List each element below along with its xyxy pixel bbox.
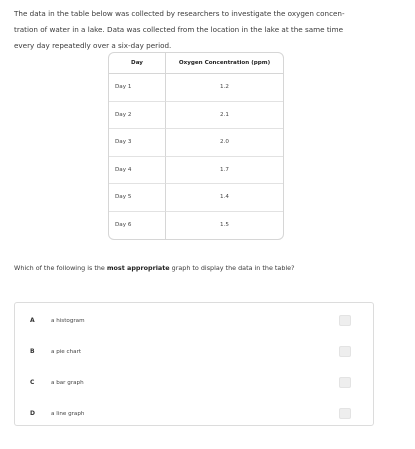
table-row bbox=[109, 184, 283, 212]
choice-b[interactable] bbox=[15, 336, 373, 367]
day-cell: Day 5 bbox=[109, 184, 166, 212]
passage-line: The data in the table below was collected by researchers to investigate the oxygen concen- bbox=[14, 9, 345, 18]
choice-checkbox[interactable] bbox=[339, 315, 351, 326]
choice-letter: D bbox=[30, 410, 35, 417]
oxygen-cell: 1.2 bbox=[166, 74, 283, 102]
choice-text: a bar graph bbox=[51, 379, 84, 386]
table-row bbox=[109, 102, 283, 130]
choice-checkbox[interactable] bbox=[339, 346, 351, 357]
question-prefix: Which of the following is the bbox=[14, 264, 107, 272]
table-row bbox=[109, 74, 283, 102]
column-header-day: Day bbox=[109, 53, 166, 74]
question-suffix: graph to display the data in the table? bbox=[169, 264, 295, 272]
question-emphasis: most appropriate bbox=[106, 264, 170, 272]
question-prompt bbox=[14, 263, 394, 273]
table-row bbox=[109, 157, 283, 185]
choice-text: a line graph bbox=[51, 410, 85, 417]
day-cell: Day 4 bbox=[109, 157, 166, 185]
oxygen-cell: 1.7 bbox=[166, 157, 283, 185]
choice-checkbox[interactable] bbox=[339, 377, 351, 388]
question-passage bbox=[14, 6, 359, 54]
day-cell: Day 1 bbox=[109, 74, 166, 102]
passage-line: tration of water in a lake. Data was collected from the location in the lake at the same time bbox=[14, 25, 344, 34]
day-cell: Day 6 bbox=[109, 212, 166, 240]
table-header-row bbox=[109, 53, 283, 74]
choice-letter: C bbox=[30, 379, 35, 386]
answer-choices bbox=[14, 302, 374, 426]
day-cell: Day 2 bbox=[109, 102, 166, 130]
oxygen-cell: 2.1 bbox=[166, 102, 283, 130]
passage-line: every day repeatedly over a six-day period. bbox=[14, 41, 172, 50]
column-header-oxygen: Oxygen Concentration (ppm) bbox=[166, 53, 283, 74]
choice-text: a histogram bbox=[51, 317, 85, 324]
choice-letter: B bbox=[30, 348, 35, 355]
choice-d[interactable] bbox=[15, 398, 373, 429]
choice-checkbox[interactable] bbox=[339, 408, 351, 419]
data-table bbox=[108, 52, 284, 240]
choice-a[interactable] bbox=[15, 305, 373, 336]
choice-c[interactable] bbox=[15, 367, 373, 398]
choice-text: a pie chart bbox=[51, 348, 82, 355]
oxygen-cell: 1.5 bbox=[220, 222, 229, 229]
table-row bbox=[109, 212, 283, 240]
table-row bbox=[109, 129, 283, 157]
choice-letter: A bbox=[30, 317, 35, 324]
oxygen-cell: 2.0 bbox=[166, 129, 283, 157]
day-cell: Day 3 bbox=[109, 129, 166, 157]
oxygen-cell: 1.4 bbox=[166, 184, 283, 212]
